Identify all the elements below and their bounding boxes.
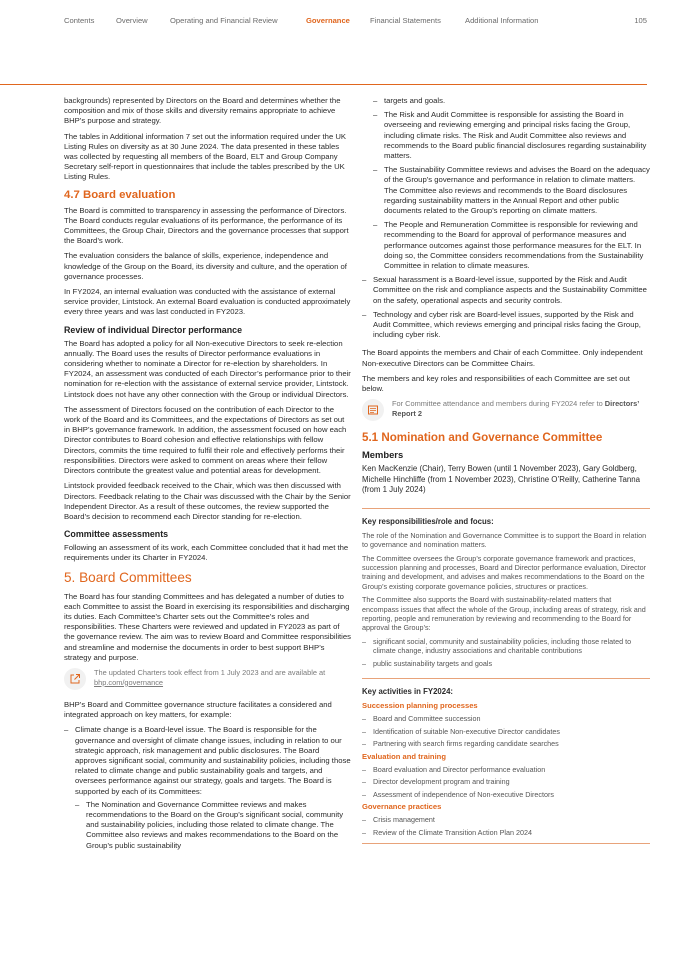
directors-report-link[interactable]: Directors’ Report 2 [392,399,639,418]
list-item: – The Risk and Audit Committee is responsible for assisting the Board in overseeing and reviewing emerging and principal risks facing the Group, including climate risks. The Risk and Audit Committee also reviews and recommends to the Board public financial disclosures regarding sustainability matters. [373,110,650,161]
section-heading-nomination-committee: 5.1 Nomination and Governance Committee [362,431,603,445]
list-item: – Identification of suitable Non-executive Director candidates [362,727,650,736]
nav-financial-statements[interactable]: Financial Statements [370,16,441,25]
right-column [362,96,650,852]
list-item-continued: – targets and goals. [373,96,650,106]
paragraph: BHP’s Board and Committee governance structure facilitates a considered and integrated approach on key matters, for example: [64,699,332,720]
divider [362,678,650,679]
document-icon [362,399,384,421]
list-item: – Climate change is a Board-level issue. The Board is responsible for the governance and oversight of climate change issues, including in relation to our strategic approach, risk management and public disclosures. The Board approves significant social, community and sustainability policies, including those related to climate change and public sustainability goals and targets, and oversees performance against our strategy, goals and targets. The Board is supported by each of its Committees: – The Nomination and Governance Committee reviews and makes recommendations to the Board on the Group’s significant social, community and sustainability policies, including those related to climate change. The Committee also reviews and makes recommendations to the Board on the Group’s public sustainability [64,725,352,850]
paragraph: The members and key roles and responsibilities of each Committee are set out below. [362,373,630,394]
responsibilities-body [362,531,650,668]
activity-list [362,815,650,837]
divider [362,508,650,509]
subheading-committee-assessments: Committee assessments [64,529,169,540]
list-item: – Sexual harassment is a Board-level issue, supported by the Risk and Audit Committee on the risk and compliance aspects and the Sustainability Committee on the safety, operational aspects and security controls. [362,275,650,306]
callout-text: For Committee attendance and members during FY2024 refer to Directors’ Report 2 [392,399,639,418]
responsibilities-list [362,637,650,668]
paragraph: The assessment of Directors focused on the contribution of each Director to the work of the Board and its Committees, and the expectations of Directors as set out in BHP’s governance framework. In addition, the assessment focused on how each Director contributes to Board cohesion and effective relationships with fellow Directors, commits the time required to fulfil their role and effectively performs their responsibilities. Directors were asked to comment on areas where their fellow Directors contribute the greatest value and potential areas for development. [64,404,347,476]
nav-operating-financial-review[interactable]: Operating and Financial Review [170,16,278,25]
list-item: – Crisis management [362,815,650,824]
list-item: – Board evaluation and Director performance evaluation [362,765,650,774]
list-item: – Director development program and training [362,777,650,786]
section-heading-board-committees: 5. Board Committees [64,569,192,585]
subheading-members: Members [362,449,404,461]
activity-group-heading: Succession planning processes [362,701,478,711]
list-item: – Technology and cyber risk are Board-level issues, supported by the Risk and Audit Committee, which reviews emerging and principal risks facing the Group, including cyber risk. [362,310,650,341]
paragraph: The tables in Additional information 7 set out the information required under the UK Listing Rules on diversity as at 30 June 2024. The data presented in these tables was collected by requesting all members of the Board, ELT and Group Company Secretary self-report in questionnaires that include the tables prescribed by the UK Listing Rules. [64,131,347,182]
attendance-callout [362,399,650,421]
paragraph: backgrounds) represented by Directors on the Board and determines whether the composition and mix of those skills and diversity remains appropriate to achieve BHP’s purpose and strategy. [64,96,341,126]
list-item: – public sustainability targets and goals [362,659,650,668]
paragraph: The Committee also supports the Board with sustainability-related matters that encompass issues that affect the whole of the Group, including areas of strategy, risk and reporting, people and remuneration by reviewing and recommending to the Board for approval the Group’s: [362,595,646,633]
subheading-individual-review: Review of individual Director performance [64,324,243,335]
nested-list [75,800,352,851]
list-item: – The Sustainability Committee reviews and advises the Board on the adequacy of the Group’s governance and performance in relation to climate matters. The Committee also reviews and recommends to the Board disclosures regarding sustainability matters in the Annual Report and other public documents related to the Group’s reporting on climate matters. [373,165,650,216]
charters-callout [64,668,352,690]
paragraph: In FY2024, an internal evaluation was conducted with the assistance of external service provider, Lintstock. An external Board evaluation is conducted approximately every three years and was last conducted in FY2023. [64,287,351,317]
paragraph: The Board has four standing Committees and has delegated a number of duties to each Committee to assist the Board in exercising its responsibilities and discharging its duties. Each Committee’s Charter sets out the Committee’s roles and responsibilities. These Charters were reviewed and updated in FY2023 as part of the governance review. The aim was to review Board and Committee responsibilities and streamline and modernise the documents in order to best support BHP’s strategy and purpose. [64,591,351,662]
nav-overview[interactable]: Overview [116,16,148,25]
activity-list [362,765,650,799]
paragraph: Following an assessment of its work, each Committee concluded that it had met the requirements under its Charter in FY2024. [64,543,349,563]
activity-group-heading: Governance practices [362,802,442,812]
list-item: – Assessment of independence of Non-executive Directors [362,790,650,799]
header-divider [0,84,647,85]
external-link-icon [64,668,86,690]
top-navigation [64,16,647,30]
nav-governance[interactable]: Governance [306,16,350,25]
paragraph: The Committee oversees the Group’s corporate governance framework and practices, succession planning and processes, Board and Director performance evaluation, Director training and development, and advises and makes recommendations to the Board on the Group’s existing corporate governance policies, structures or practices. [362,553,647,591]
governance-list [64,725,352,850]
paragraph: Lintstock provided feedback received to the Chair, which was then discussed with Directors. Feedback relating to the Chair was discussed with the Chair by the Senior Independent Director. As a result of these outcomes, the review supported the Board’s decision to recommend each Director standing for re-election. [64,481,351,521]
activities-title: Key activities in FY2024: [362,686,454,696]
board-issues-list [362,275,650,340]
left-column [64,96,352,855]
divider [362,843,650,844]
list-item: – The People and Remuneration Committee is responsible for reviewing and recommending to the Board for approval of performance measures and performance outcomes against those performance measures for the ELT. In doing so, the Committee considers recommendations from the Sustainability Committee in relation to climate measures. [373,220,650,271]
paragraph: The Board has adopted a policy for all Non-executive Directors to seek re-election annually. The Board uses the results of Director performance evaluations in considering whether to nominate a Director for re-election by shareholders. In FY2024, an assessment was conducted of each Director’s performance prior to their nomination for re-election with the assistance of external service provider, Lintstock. Lintstock does not have any other connection with the Group or individual Directors. [64,338,351,399]
members-list: Ken MacKenzie (Chair), Terry Bowen (until 1 November 2023), Gary Goldberg, Michelle Hinchliffe (from 1 November 2023), Christine O’Reilly, Catherine Tanna (from 1 July 2024) [362,464,641,495]
activity-group-heading: Evaluation and training [362,751,446,761]
activity-list [362,714,650,748]
paragraph: The Board appoints the members and Chair of each Committee. Only independent Non-executive Directors can be Committee Chairs. [362,348,643,368]
nav-additional-information[interactable]: Additional Information [465,16,539,25]
section-heading-board-evaluation: 4.7 Board evaluation [64,188,176,201]
paragraph: The role of the Nomination and Governance Committee is to support the Board in relation to governance and nomination matters. [362,530,647,550]
list-item: – Review of the Climate Transition Action Plan 2024 [362,828,650,837]
list-item: – Partnering with search firms regarding candidate searches [362,739,650,748]
list-item: – The Nomination and Governance Committee reviews and makes recommendations to the Board on the Group’s significant social, community and sustainability policies, including those related to climate change. The Committee also reviews and makes recommendations to the Board on the Group’s public sustainability [75,800,352,851]
list-item: – Board and Committee succession [362,714,650,723]
list-item: – significant social, community and sustainability policies, including those related to climate change, industry associations and charitable contributions [362,637,650,656]
paragraph: The evaluation considers the balance of skills, experience, independence and knowledge of the Group on the Board, its diversity and culture, and the operation of governance processes. [64,251,347,281]
responsibilities-title: Key responsibilities/role and focus: [362,516,494,526]
page-number: 105 [634,16,647,25]
nav-contents[interactable]: Contents [64,16,95,25]
paragraph: The Board is committed to transparency in assessing the performance of Directors. The Board conducts regular evaluations of its performance, the performance of its Committees, the Group Chair, Directors and the governance processes that support the Board’s work. [64,205,349,246]
governance-link[interactable]: bhp.com/governance [94,677,164,687]
callout-text: The updated Charters took effect from 1 July 2023 and are available at bhp.com/governance [94,667,326,687]
nested-list-continued [362,96,650,271]
